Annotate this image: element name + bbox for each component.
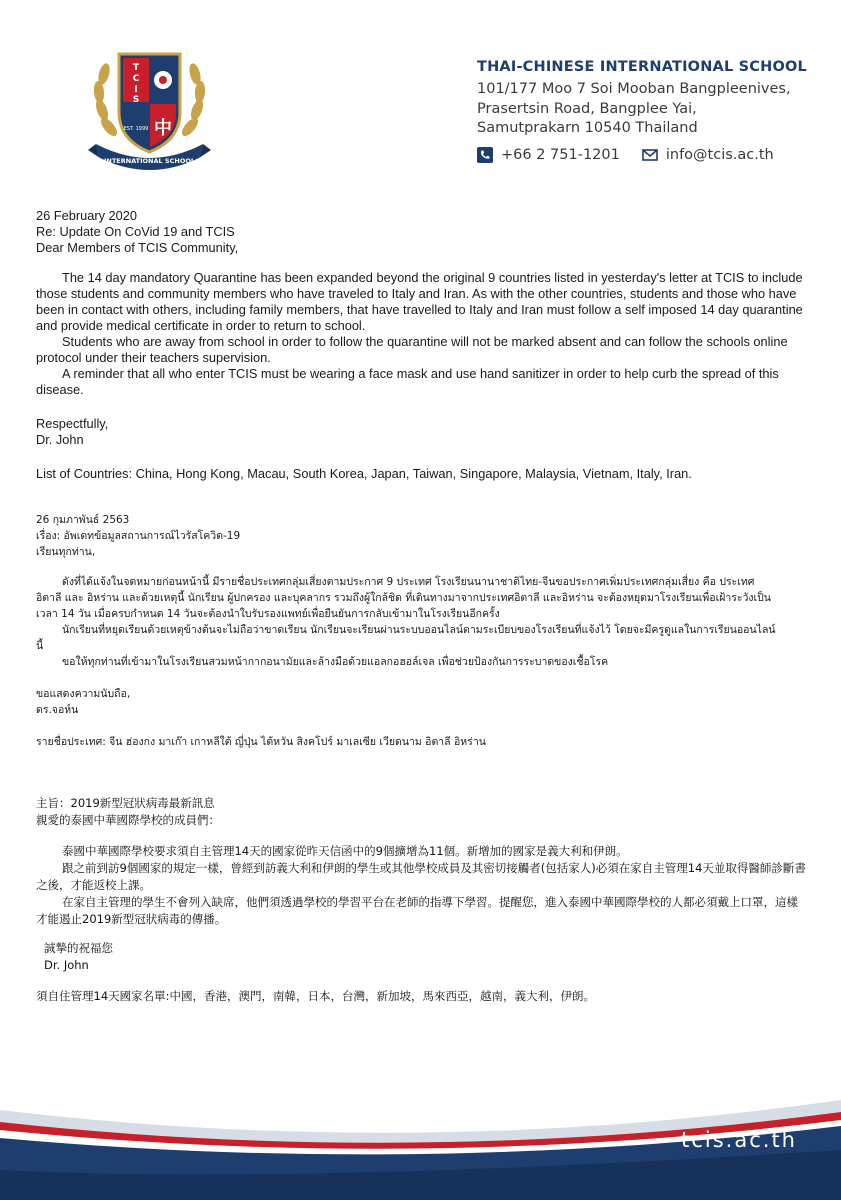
english-letter — [36, 208, 806, 482]
chinese-letter — [36, 795, 806, 1005]
paragraph-3: A reminder that all who enter TCIS must be wearing a face mask and use hand sanitizer in order to help curb the spread of this disease. — [36, 366, 779, 397]
chinese-paragraph-3: 在家自主管理的學生不會列入缺席，他們須透過學校的學習平台在老師的指導下學習。提醒您，進入泰國中華國際學校的人都必須戴上口罩，這樣才能遏止2019新型冠狀病毒的傳播。 — [36, 895, 798, 926]
signature: Dr. John — [36, 432, 84, 447]
letter-subject: Re: Update On CoVid 19 and TCIS — [36, 224, 235, 239]
svg-text:中: 中 — [154, 118, 172, 139]
svg-text:S: S — [132, 95, 140, 105]
email-address: info@tcis.ac.th — [665, 146, 774, 163]
chinese-country-list: 須自住管理14天國家名單:中國，香港，澳門，南韓，日本，台灣，新加坡，馬來西亞，越南，義大利，伊朗。 — [36, 989, 596, 1003]
thai-paragraph-1: ดังที่ได้แจ้งในจดหมายก่อนหน้านี้ มีรายชื่อประเทศกลุ่มเสี่ยงตามประกาศ 9 ประเทศ โรงเรียนนานาชาติไทย-จีนขอประกาศเพิ่มประเทศกลุ่มเสี่ยง คือ ประเทศอิตาลี และ อิหร่าน และด้วยเหตุนี้ นักเรียน ผู้ปกครอง และบุคลากร รวมถึงผู้ใกล้ชิด ที่เดินทางมาจากประเทศอิตาลี และอิหร่าน จะต้องหยุดมาโรงเรียนเพื่อเฝ้าระวังเป็นเวลา 14 วัน เมื่อครบกำหนด 14 วันจะต้องนำใบรับรองแพทย์เพื่อยืนยันการกลับเข้ามาในโรงเรียนอีกครั้ง — [36, 576, 771, 620]
school-name: THAI-CHINESE INTERNATIONAL SCHOOL — [477, 59, 807, 75]
country-list: List of Countries: China, Hong Kong, Macau, South Korea, Japan, Taiwan, Singapore, Malaysia, Vietnam, Italy, Iran. — [36, 466, 692, 481]
paragraph-2: Students who are away from school in order to follow the quarantine will not be marked absent and can follow the schools online protocol under their teachers supervision. — [36, 334, 788, 365]
chinese-closing: 誠摯的祝福您 — [44, 941, 113, 955]
letter-salutation: Dear Members of TCIS Community, — [36, 240, 239, 255]
thai-letter — [36, 512, 776, 750]
thai-closing: ขอแสดงความนับถือ, — [36, 688, 131, 700]
closing: Respectfully, — [36, 416, 109, 431]
phone-number: +66 2 751-1201 — [501, 146, 620, 163]
footer-website: tcis.ac.th — [681, 1128, 797, 1152]
chinese-paragraph-2: 跟之前到訪9個國家的規定一樣，曾經到訪義大利和伊朗的學生或其他學校成員及其密切接觸者(包括家人)必須在家自主管理14天並取得醫師診斷書之後，才能返校上課。 — [36, 861, 806, 892]
thai-country-list: รายชื่อประเทศ: จีน ฮ่องกง มาเก๊า เกาหลีใต้ ญี่ปุ่น ไต้หวัน สิงคโปร์ มาเลเซีย เวียดนาม อิตาลี อิหร่าน — [36, 736, 486, 748]
school-address: 101/177 Moo 7 Soi Mooban Bangpleenives, Prasertsin Road, Bangplee Yai, Samutprakarn 10540 Thailand — [477, 81, 791, 136]
mail-icon — [642, 147, 658, 163]
thai-paragraph-3: ขอให้ทุกท่านที่เข้ามาในโรงเรียนสวมหน้ากากอนามัยและล้างมือด้วยแอลกอฮอล์เจล เพื่อช่วยป้องกันการระบาดของเชื้อโรค — [62, 656, 609, 668]
svg-text:EST. 1999: EST. 1999 — [123, 126, 149, 132]
thai-signature: ดร.จอห์น — [36, 704, 79, 716]
contact-row — [477, 147, 807, 163]
thai-paragraph-2: นักเรียนที่หยุดเรียนด้วยเหตุข้างต้นจะไม่ถือว่าขาดเรียน นักเรียนจะเรียนผ่านระบบออนไลน์ตามระเบียบของโรงเรียนที่แจ้งไว้ โดยจะมีครูดูแลในการเรียนออนไลน์นี้ — [36, 624, 776, 652]
chinese-paragraph-1: 泰國中華國際學校要求須自主管理14天的國家從昨天信函中的9個擴增為11個。新增加的國家是義大利和伊朗。 — [62, 844, 628, 858]
phone-icon — [477, 147, 493, 163]
school-logo — [82, 40, 217, 175]
svg-text:T: T — [132, 63, 140, 73]
letter-date: 26 February 2020 — [36, 208, 138, 223]
school-header — [477, 59, 807, 163]
svg-text:C: C — [132, 74, 140, 84]
svg-text:INTERNATIONAL SCHOOL: INTERNATIONAL SCHOOL — [103, 157, 196, 165]
thai-subject: เรื่อง: อัพเดทข้อมูลสถานการณ์ไวรัสโควิด-19 — [36, 530, 241, 542]
paragraph-1: The 14 day mandatory Quarantine has been expanded beyond the original 9 countries listed in yesterday's letter at TCIS to include those students and community members who have traveled to Italy and Iran. As with the other countries, students and those who have been in contact with others, including family members, that have travelled to Italy and Iran must follow a self imposed 14 day quarantine and provide medical certificate in order to return to school. — [36, 270, 803, 333]
svg-text:I: I — [134, 85, 138, 95]
chinese-subject: 主旨：2019新型冠狀病毒最新訊息 — [36, 796, 215, 810]
thai-date: 26 กุมภาพันธ์ 2563 — [36, 514, 130, 526]
thai-salutation: เรียนทุกท่าน, — [36, 546, 96, 558]
chinese-signature: Dr. John — [44, 958, 89, 972]
chinese-salutation: 親愛的泰國中華國際學校的成員們： — [36, 813, 220, 827]
